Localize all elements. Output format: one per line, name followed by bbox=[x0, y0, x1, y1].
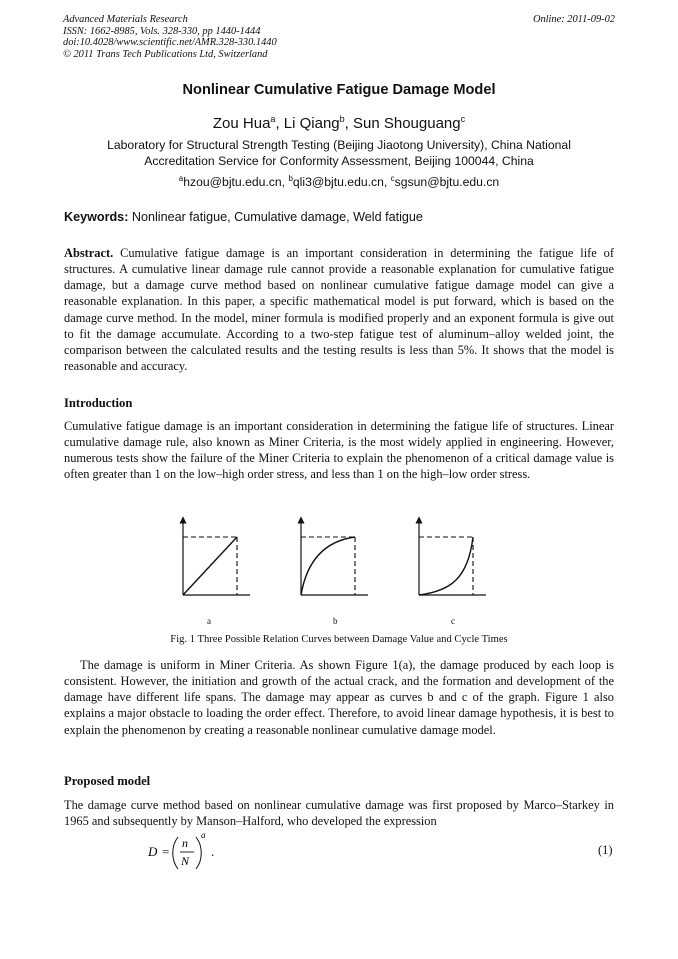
panel-label-a: a bbox=[207, 616, 211, 626]
email-mark: a bbox=[178, 174, 184, 183]
miner-paragraph: The damage is uniform in Miner Criteria. As shown Figure 1(a), the damage produced by each loop is consistent. However, the initiation and growth of the actual crack, and the formation and development of the damage have different life spans. The damage may appear as curves b and c of the graph. Figure 1 also explains a major obstacle to loading the order effect. Therefore, to avoid linear damage hypothesis, it is best to explain the phenomenon by creating a reasonable nonlinear cumulative damage model. bbox=[64, 658, 614, 737]
journal-name: Advanced Materials Research bbox=[63, 14, 188, 25]
email-list: $^a$hzou@bjtu.edu.cn, $^b$qli3@bjtu.edu.cn, $^c$sgsun@bjtu.edu.cn bbox=[178, 174, 500, 190]
author-name: Sun Shouguang bbox=[353, 115, 461, 132]
affiliation-line: Laboratory for Structural Strength Testing (Beijing Jiaotong University), China National bbox=[107, 138, 571, 152]
equation-1 bbox=[140, 832, 615, 872]
figure-caption: Fig. 1 Three Possible Relation Curves between Damage Value and Cycle Times bbox=[170, 634, 508, 645]
panel-label-c: c bbox=[451, 616, 455, 626]
issn-line: ISSN: 1662-8985, Vols. 328-330, pp 1440-1444 bbox=[63, 25, 261, 37]
proposed-model-paragraph: The damage curve method based on nonlinear cumulative damage was first proposed by Marco–Starkey in 1965 and subsequently by Manson–Halford, who developed the expression bbox=[64, 798, 614, 829]
paper-title: Nonlinear Cumulative Fatigue Damage Model bbox=[182, 82, 496, 98]
panel-b-concave bbox=[301, 520, 368, 595]
online-date: Online: 2011-09-02 bbox=[532, 14, 615, 25]
email-mark: b bbox=[288, 174, 293, 183]
panel-c-convex bbox=[419, 520, 486, 595]
equation-graphic bbox=[140, 832, 260, 872]
abstract bbox=[64, 245, 614, 374]
keywords-label: Keywords: bbox=[64, 210, 129, 224]
eq-lhs: D bbox=[148, 844, 158, 859]
email-mark: c bbox=[390, 174, 395, 183]
author-mark: b bbox=[339, 114, 345, 124]
journal-header bbox=[63, 14, 615, 60]
email-address[interactable]: qli3@bjtu.edu.cn bbox=[292, 175, 384, 190]
email-address[interactable]: hzou@bjtu.edu.cn bbox=[183, 175, 282, 190]
keywords-text: Nonlinear fatigue, Cumulative damage, Weld fatigue bbox=[131, 210, 423, 224]
damage-curves-figure bbox=[170, 515, 530, 635]
eq-period: . bbox=[211, 844, 215, 859]
equation-number: (1) bbox=[598, 843, 613, 857]
eq-equals: = bbox=[162, 844, 170, 859]
figure-1 bbox=[170, 515, 530, 635]
author-mark: c bbox=[460, 114, 466, 124]
section-heading-introduction: Introduction bbox=[64, 396, 133, 410]
panel-label-b: b bbox=[333, 616, 338, 626]
abstract-label: Abstract. bbox=[64, 246, 114, 260]
eq-numerator: n bbox=[182, 836, 188, 850]
affiliation bbox=[60, 137, 618, 170]
affiliation-line: Accreditation Service for Conformity Assessment, Beijing 100044, China bbox=[144, 154, 534, 169]
email-address[interactable]: sgsun@bjtu.edu.cn bbox=[394, 175, 500, 190]
panel-a-linear bbox=[183, 520, 250, 595]
author-name: Zou Hua bbox=[212, 115, 271, 132]
eq-exponent: a bbox=[201, 832, 206, 840]
eq-denominator: N bbox=[181, 854, 190, 868]
doi-line: doi:10.4028/www.scientific.net/AMR.328-330.1440 bbox=[63, 37, 277, 49]
introduction-paragraph: Cumulative fatigue damage is an important consideration in determining the fatigue life of structures. Linear cumulative damage rule, also known as Miner Criteria, is the most widely applied in engineering. However, numerous tests show the failure of the Miner Criteria to explain the phenomenon of a critical damage value is often greater than 1 on the low–high order stress, and less than 1 on the high–low order stress. bbox=[64, 419, 614, 482]
author-name: Li Qiang bbox=[283, 115, 340, 132]
abstract-text: Cumulative fatigue damage is an important consideration in determining the fatigue life of structures. A cumulative linear damage rule cannot provide a reasonable explanation for cumulative fatigue damage, but a damage curve method based on nonlinear cumulative fatigue damage model can give a reasonable explanation. In this paper, a specific mathematical model is put forward, which is based on the damage curve method. In the model, miner formula is modified properly and an exponent formula is give out to fit the damage accumulate. According to a two-step fatigue test of aluminum–alloy welded joint, the comparison between the calculated results and the testing results is less than 5%. It shows that the model is reasonable and accuracy. bbox=[64, 246, 614, 374]
copyright-line: © 2011 Trans Tech Publications Ltd, Switzerland bbox=[63, 48, 268, 60]
author-list: Zou Hua$^a$, Li Qiang$^b$, Sun Shouguang$^c$ bbox=[212, 114, 466, 132]
keywords bbox=[64, 210, 423, 224]
author-mark: a bbox=[270, 114, 276, 124]
section-heading-proposed-model: Proposed model bbox=[64, 774, 151, 788]
